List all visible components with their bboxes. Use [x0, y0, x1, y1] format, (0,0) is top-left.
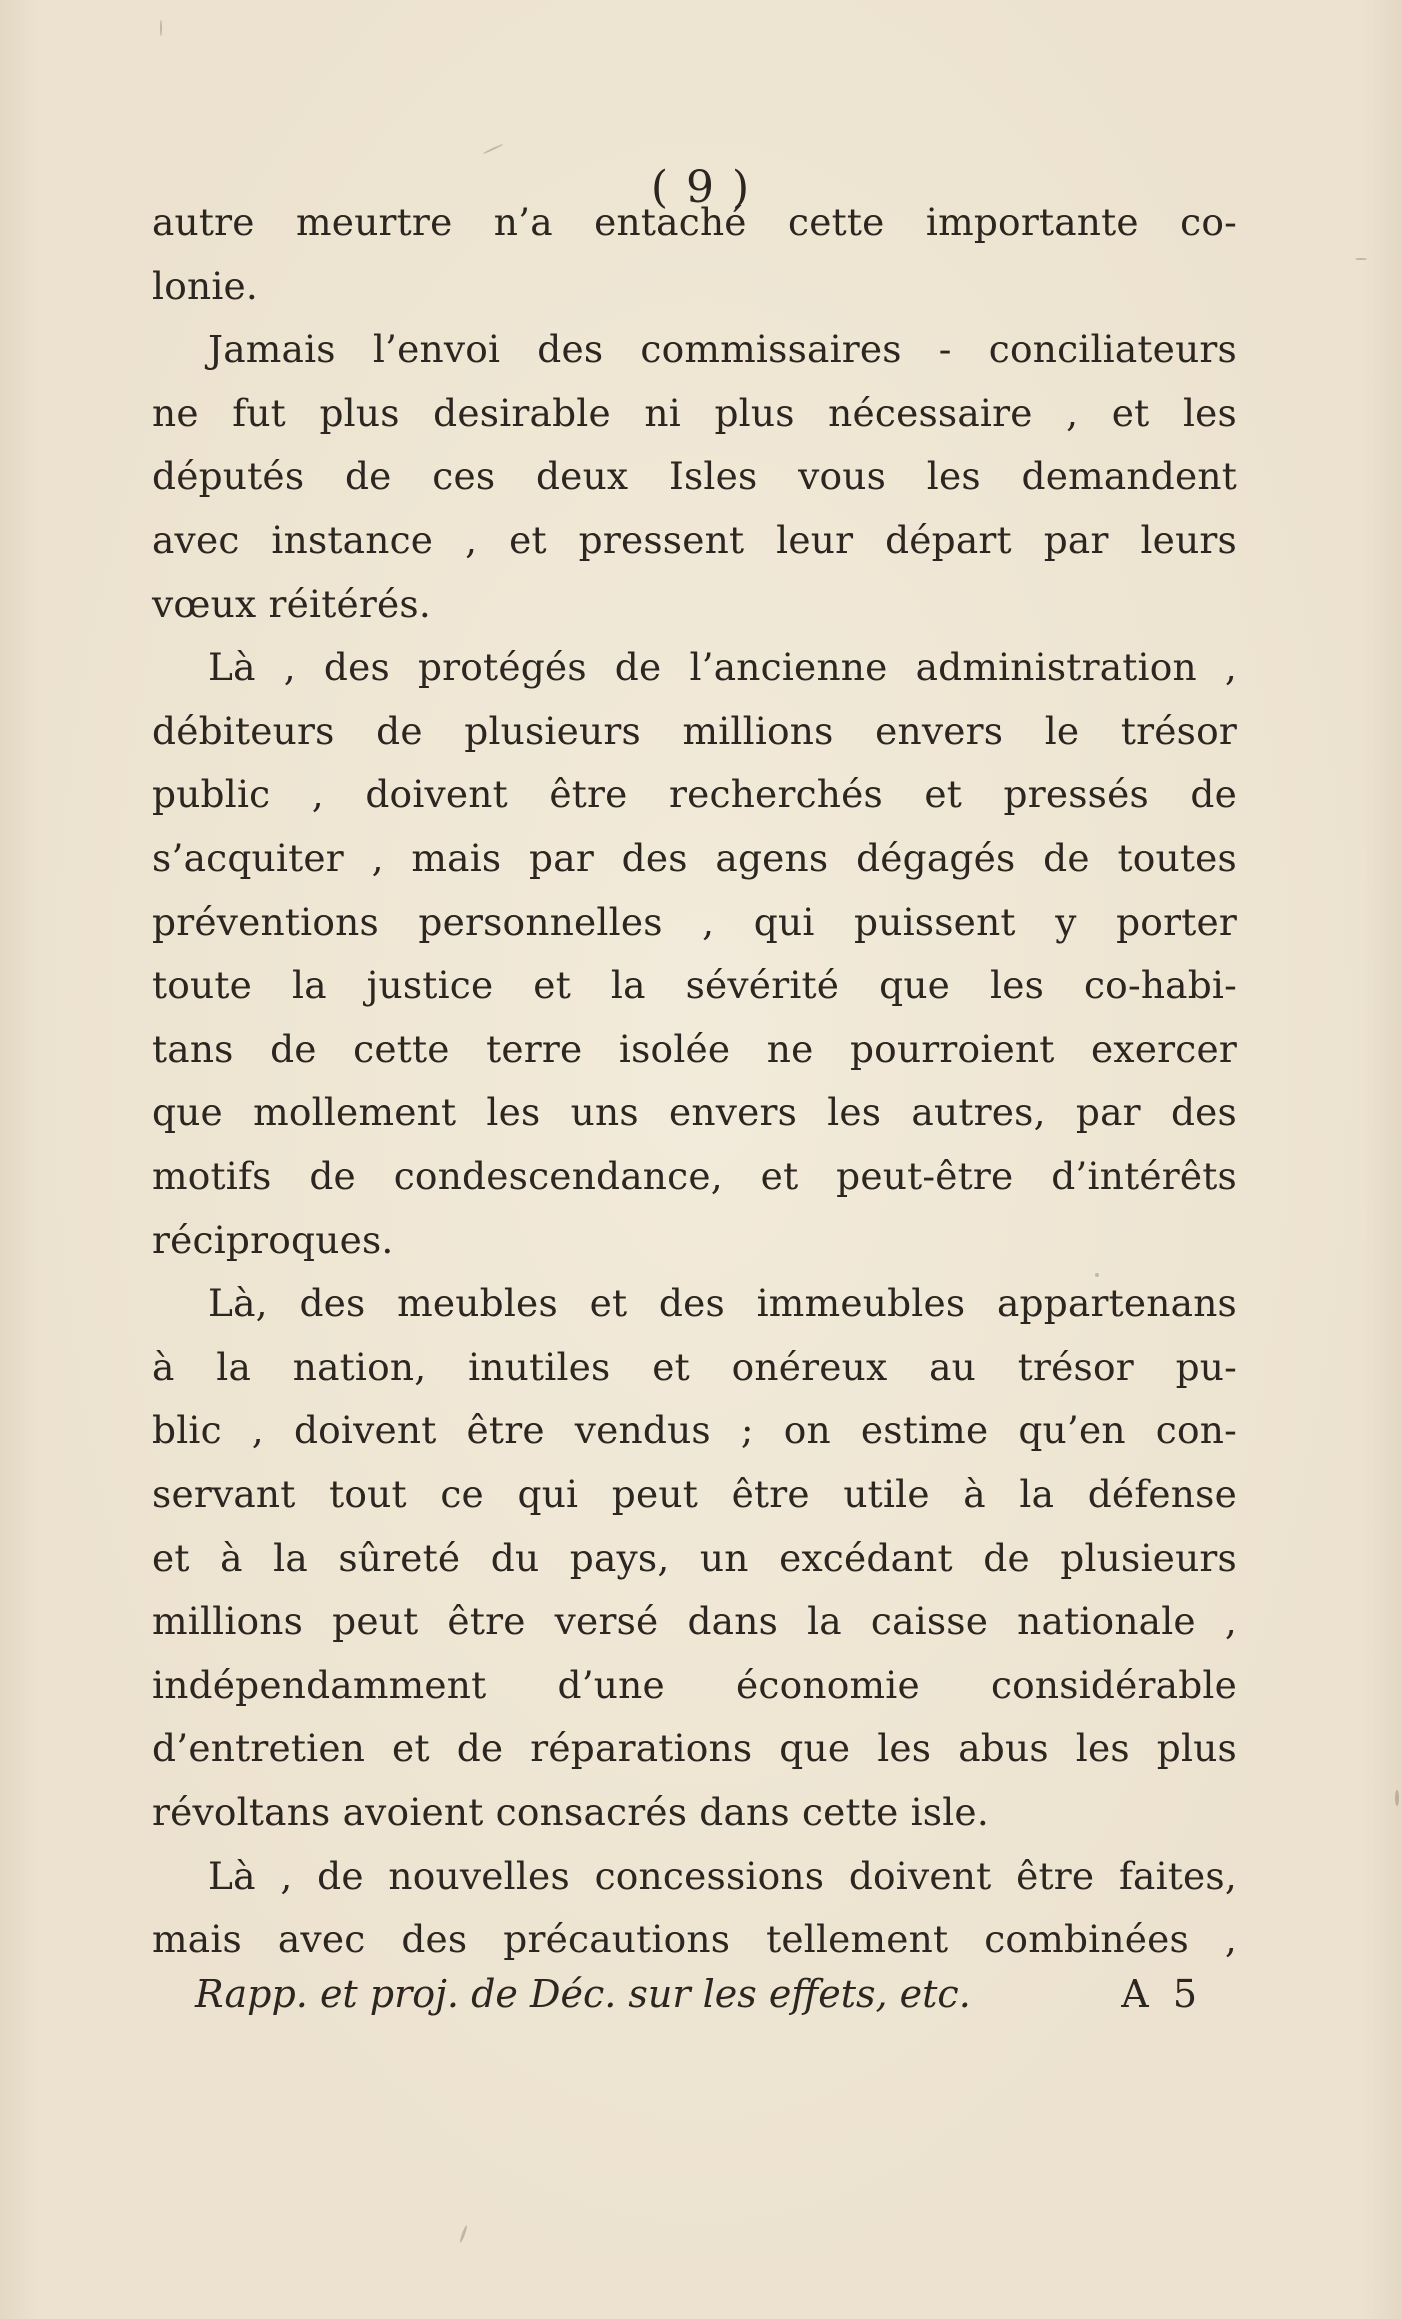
text-line: révoltans avoient consacrés dans cette isle. — [152, 1790, 989, 1834]
text-line: réciproques. — [152, 1217, 394, 1262]
text-line: s’acquiter , mais par des agens dégagés de toutes — [152, 836, 1237, 880]
page-footer — [195, 1972, 1235, 2032]
paper-speck — [1355, 258, 1367, 260]
text-line: indépendamment d’une économie considérable — [152, 1662, 1237, 1707]
text-line: blic , doivent être vendus ; on estime qu’en con- — [152, 1408, 1237, 1453]
text-line: Là , de nouvelles concessions doivent être faites, — [208, 1853, 1237, 1898]
text-line: Là , des protégés de l’ancienne administration , — [208, 645, 1237, 690]
text-line: motifs de condescendance, et peut-être d’intérêts — [152, 1154, 1237, 1198]
text-line: mais avec des précautions tellement combinées , — [152, 1917, 1237, 1962]
footer-citation: Rapp. et proj. de Déc. sur les effets, etc. — [195, 1972, 971, 2016]
text-line: millions peut être versé dans la caisse nationale , — [152, 1599, 1237, 1644]
paper-speck — [459, 2225, 468, 2243]
text-line: lonie. — [152, 263, 259, 308]
text-line: et à la sûreté du pays, un excédant de plusieurs — [152, 1535, 1237, 1580]
text-line: avec instance , et pressent leur départ par leurs — [152, 518, 1237, 562]
text-line: vœux réitérés. — [152, 581, 431, 626]
text-line: toute la justice et la sévérité que les co-habi- — [152, 963, 1237, 1008]
text-line: à la nation, inutiles et onéreux au trésor pu- — [152, 1344, 1237, 1389]
text-line: public , doivent être recherchés et pressés de — [152, 772, 1237, 817]
text-line: servant tout ce qui peut être utile à la défense — [152, 1472, 1237, 1516]
paper-speck — [160, 20, 162, 36]
paper-speck — [1395, 1790, 1399, 1806]
signature-mark: A 5 — [1121, 1972, 1203, 2016]
text-line: tans de cette terre isolée ne pourroient exercer — [152, 1026, 1237, 1071]
text-line: d’entretien et de réparations que les abus les plus — [152, 1726, 1237, 1771]
text-line: autre meurtre n’a entaché cette importante co- — [152, 200, 1237, 244]
text-line: ne fut plus desirable ni plus nécessaire , et les — [152, 390, 1237, 435]
text-line: que mollement les uns envers les autres, par des — [152, 1090, 1237, 1135]
text-line: débiteurs de plusieurs millions envers le trésor — [152, 708, 1237, 753]
text-line: députés de ces deux Isles vous les demandent — [152, 454, 1237, 499]
paper-speck — [483, 143, 504, 154]
text-line: préventions personnelles , qui puissent y porter — [152, 899, 1237, 944]
page-number: ( 9 ) — [650, 162, 752, 213]
paper-speck — [1095, 1273, 1099, 1277]
text-line: Là, des meubles et des immeubles appartenans — [208, 1281, 1237, 1326]
text-line: Jamais l’envoi des commissaires - conciliateurs — [208, 327, 1237, 372]
